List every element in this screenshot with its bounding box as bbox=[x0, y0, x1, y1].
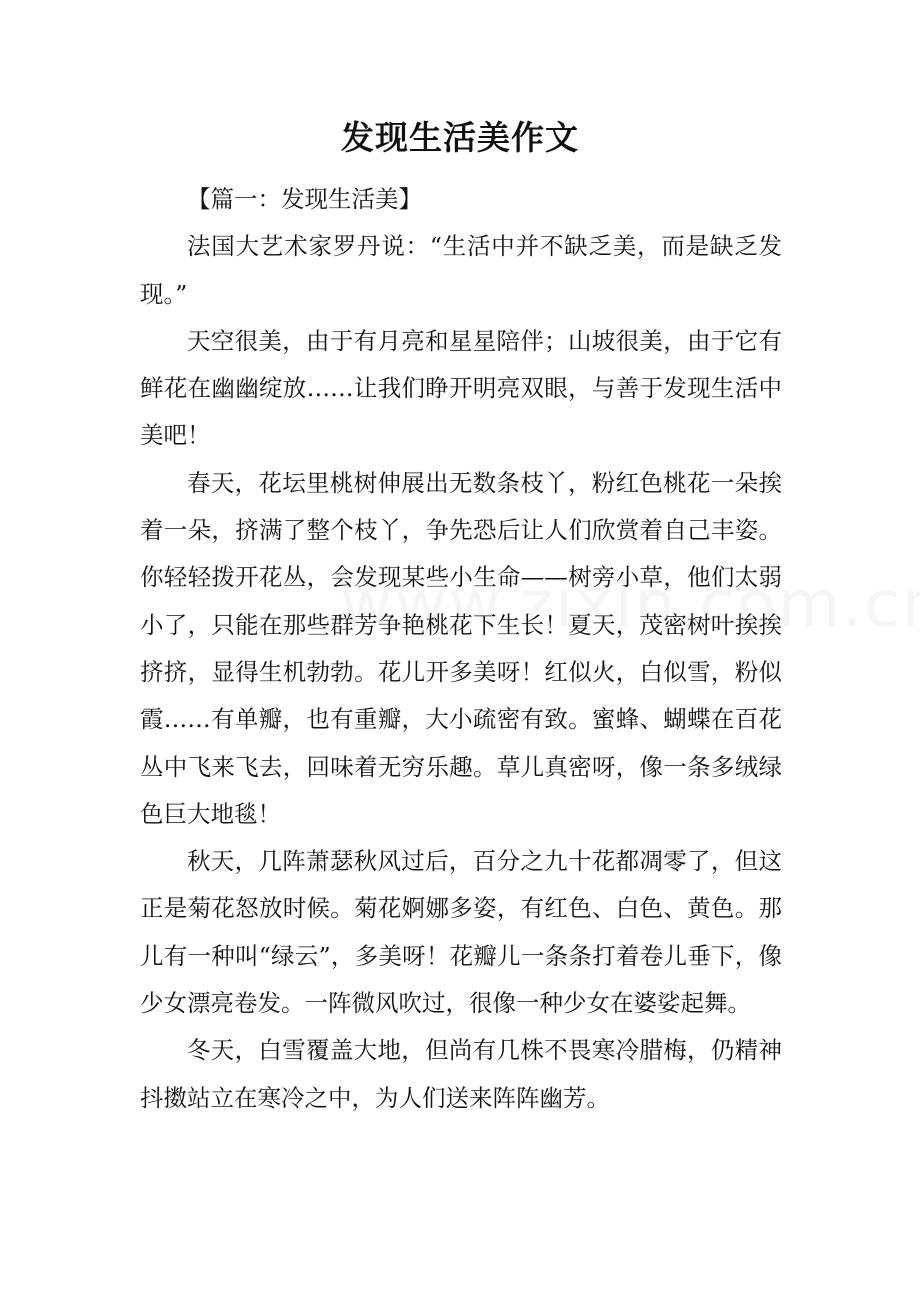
paragraph: 春天，花坛里桃树伸展出无数条枝丫，粉红色桃花一朵挨着一朵，挤满了整个枝丫，争先恐后让人们欣赏着自己丰姿。你轻轻拨开花丛，会发现某些小生命——树旁小草，他们太弱小了，只能在那些群芳争艳桃花下生长！夏天，茂密树叶挨挨挤挤，显得生机勃勃。花儿开多美呀！红似火，白似雪，粉似霞……有单瓣，也有重瓣，大小疏密有致。蜜蜂、蝴蝶在百花丛中飞来飞去，回味着无穷乐趣。草儿真密呀，像一条多绒绿色巨大地毯！ bbox=[140, 468, 782, 828]
section-heading: 【篇一：发现生活美】 bbox=[187, 185, 422, 213]
document-body bbox=[140, 176, 782, 1122]
paragraph: 法国大艺术家罗丹说：“生活中并不缺乏美，而是缺乏发现。” bbox=[140, 232, 782, 308]
paragraph: 秋天，几阵萧瑟秋风过后，百分之九十花都凋零了，但这正是菊花怒放时候。菊花婀娜多姿，有红色、白色、黄色。那儿有一种叫“绿云”，多美呀！花瓣儿一条条打着卷儿垂下，像少女漂亮卷发。一阵微风吹过，很像一种少女在婆娑起舞。 bbox=[140, 847, 782, 1018]
paragraph: 冬天，白雪覆盖大地，但尚有几株不畏寒冷腊梅，仍精神抖擞站立在寒冷之中，为人们送来阵阵幽芳。 bbox=[140, 1036, 782, 1112]
paragraph: 天空很美，由于有月亮和星星陪伴；山坡很美，由于它有鲜花在幽幽绽放……让我们睁开明亮双眼，与善于发现生活中美吧！ bbox=[140, 326, 782, 450]
document-title: 发现生活美作文 bbox=[341, 118, 579, 157]
